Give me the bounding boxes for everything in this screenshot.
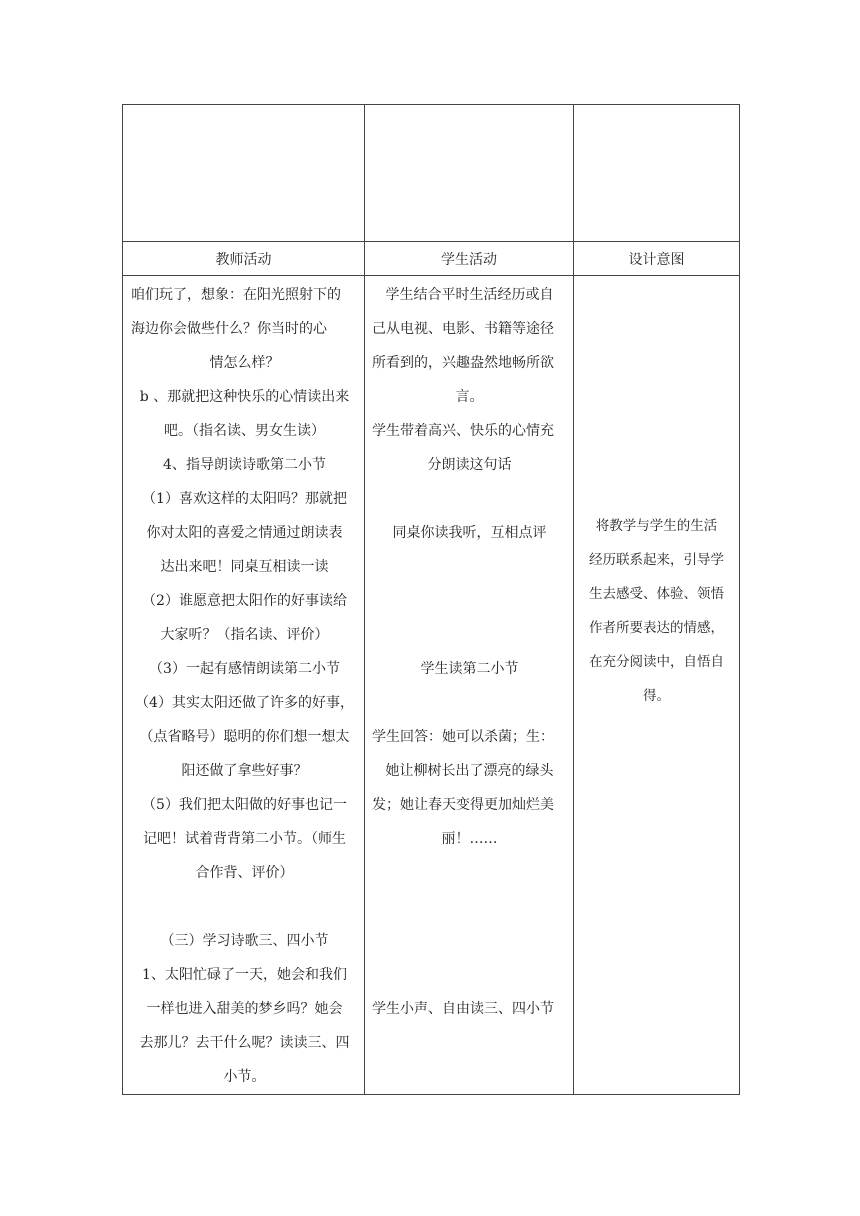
blank-cell <box>365 105 574 242</box>
teacher-line: 小节。 <box>223 1069 266 1085</box>
spacer <box>372 584 567 618</box>
lesson-plan-table <box>122 104 740 1095</box>
teacher-activity-cell <box>123 276 365 1095</box>
teacher-line: 记吧！试着背背第二小节。（师生 <box>143 831 346 847</box>
student-line: 发；她让春天变得更加灿烂美 <box>372 797 554 813</box>
student-line: 同桌你读我听，互相点评 <box>392 525 547 541</box>
student-line: 她让柳树长出了漂亮的绿头 <box>385 763 554 779</box>
teacher-line: 4、指导朗读诗歌第二小节 <box>163 457 326 473</box>
teacher-line: b 、那就把这种快乐的心情读出来 <box>139 389 350 405</box>
teacher-line: 你对太阳的喜爱之情通过朗读表 <box>146 525 343 541</box>
teacher-line: 去那儿？去干什么呢？读读三、四 <box>139 1035 350 1051</box>
design-intent-cell <box>574 276 740 1095</box>
student-line: 学生小声、自由读三、四小节 <box>372 1001 554 1017</box>
teacher-line: 吧。（指名读、男女生读） <box>164 423 325 439</box>
intent-line: 在充分阅读中，自悟自 <box>589 654 724 670</box>
teacher-line: 情怎么样？ <box>209 355 280 371</box>
spacer <box>372 482 567 516</box>
teacher-line: （点省略号）聪明的你们想一想太 <box>139 729 350 745</box>
spacer <box>372 856 567 890</box>
teacher-line: （5）我们把太阳做的好事也记一 <box>142 797 347 813</box>
teacher-line: （1）喜欢这样的太阳吗？那就把 <box>142 491 347 507</box>
content-row <box>123 276 740 1095</box>
blank-row <box>123 105 740 242</box>
teacher-line: 1、太阳忙碌了一天，她会和我们 <box>142 967 347 983</box>
spacer <box>372 958 567 992</box>
blank-cell <box>574 105 740 242</box>
student-line: 丽！…… <box>441 831 498 847</box>
intent-line: 经历联系起来，引导学 <box>589 552 724 568</box>
intent-line: 作者所要表达的情感， <box>589 620 724 636</box>
student-line: 学生带着高兴、快乐的心情充 <box>372 423 554 439</box>
student-activity-cell <box>365 276 574 1095</box>
teacher-line: 合作背、评价） <box>195 865 294 881</box>
student-line: 学生结合平时生活经历或自 <box>385 287 554 303</box>
teacher-line: （三）学习诗歌三、四小节 <box>160 933 329 949</box>
student-line: 分朗读这句话 <box>427 457 512 473</box>
spacer <box>372 618 567 652</box>
teacher-line: 咱们玩了，想象：在阳光照射下的 <box>131 287 341 303</box>
intent-line: 将教学与学生的生活 <box>595 518 718 534</box>
student-line: 所看到的，兴趣盎然地畅所欲 <box>372 355 554 371</box>
teacher-line: 海边你会做些什么？你当时的心 <box>131 321 327 337</box>
teacher-line: （3）一起有感情朗读第二小节 <box>149 661 340 677</box>
teacher-line: 一样也进入甜美的梦乡吗？她会 <box>146 1001 343 1017</box>
spacer <box>131 890 358 924</box>
teacher-line: 阳还做了拿些好事？ <box>181 763 308 779</box>
header-student-activity: 学生活动 <box>365 242 574 276</box>
teacher-line: （2）谁愿意把太阳作的好事读给 <box>142 593 347 609</box>
student-line: 言。 <box>455 389 484 405</box>
student-line: 己从电视、电影、书籍等途径 <box>372 321 554 337</box>
teacher-line: （4）其实太阳还做了许多的好事， <box>135 695 354 711</box>
intent-line: 得。 <box>643 688 670 704</box>
spacer <box>372 890 567 924</box>
spacer <box>372 924 567 958</box>
student-line: 学生回答：她可以杀菌；生： <box>372 729 554 745</box>
header-design-intent: 设计意图 <box>574 242 740 276</box>
spacer <box>372 686 567 720</box>
teacher-line: 达出来吧！同桌互相读一读 <box>160 559 329 575</box>
student-line: 学生读第二小节 <box>420 661 519 677</box>
header-row <box>123 242 740 276</box>
header-teacher-activity: 教师活动 <box>123 242 365 276</box>
intent-line: 生去感受、体验、领悟 <box>589 586 724 602</box>
blank-cell <box>123 105 365 242</box>
teacher-line: 大家听？（指名读、评价） <box>160 627 329 643</box>
spacer <box>372 550 567 584</box>
